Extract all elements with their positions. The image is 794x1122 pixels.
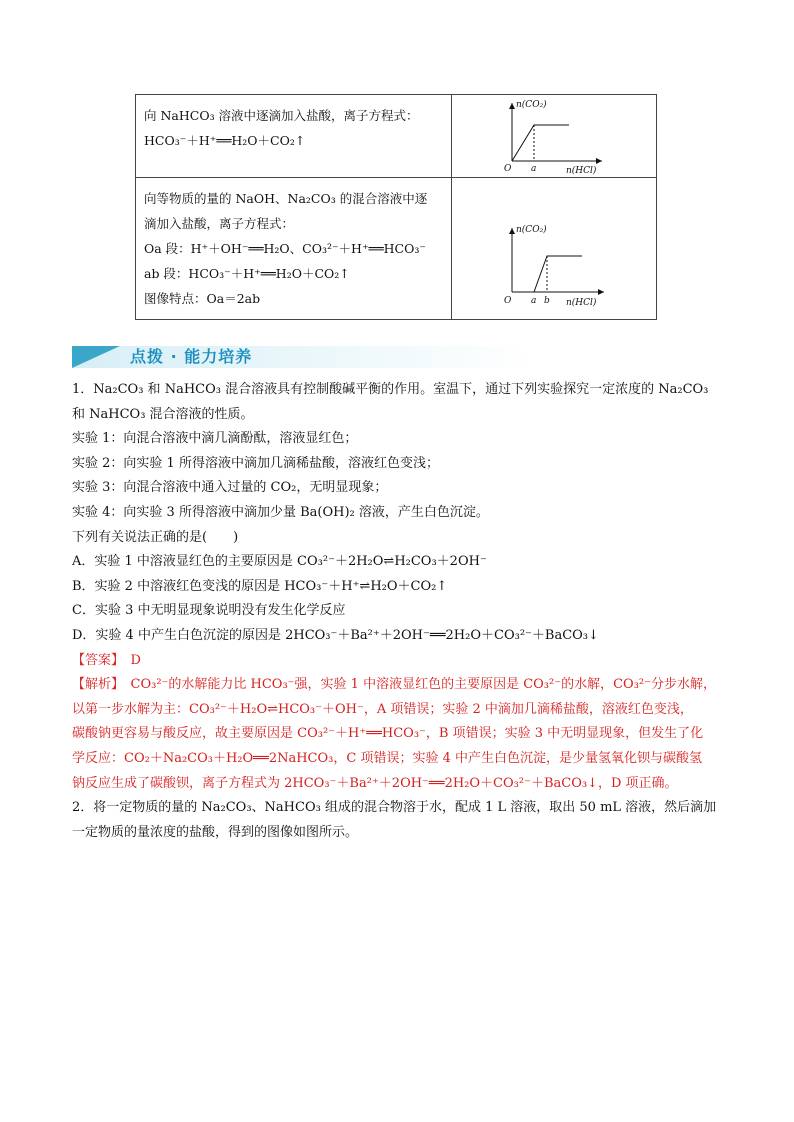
question-2-line: 一定物质的量浓度的盐酸，得到的图像如图所示。: [72, 824, 359, 840]
origin-label: O: [504, 164, 512, 174]
experiment-3: 实验 3：向混合溶液中通入过量的 CO₂，无明显现象；: [72, 480, 388, 496]
experiment-2: 实验 2：向实验 1 所得溶液中滴加几滴稀盐酸，溶液红色变浅；: [72, 455, 439, 471]
analysis-line: 钠反应生成了碳酸钡，离子方程式为 2HCO₃⁻＋Ba²⁺＋2OH⁻══2H₂O＋CO₃²⁻＋BaCO₃↓，D 项正确。: [72, 775, 678, 791]
table-cell-graph: [452, 95, 657, 178]
question-2-line: 2．将一定物质的量的 Na₂CO₃、NaHCO₃ 组成的混合物溶于水，配成 1 L 溶液，取出 50 mL 溶液，然后滴加: [72, 800, 717, 816]
y-axis-label: n(CO₂): [516, 225, 547, 235]
table-row: [136, 95, 657, 178]
question-body: [72, 378, 724, 845]
analysis-line: 碳酸钠更容易与酸反应，故主要原因是 CO₃²⁻＋H⁺══HCO₃⁻，B 项错误；实验 3 中无明显现象，但发生了化: [72, 726, 704, 742]
y-axis-label: n(CO₂): [516, 100, 547, 110]
experiment-4: 实验 4：向实验 3 所得溶液中滴加少量 Ba(OH)₂ 溶液，产生白色沉淀。: [72, 504, 489, 520]
answer-line: 【答案】 D: [72, 652, 141, 668]
y-axis-arrow: [509, 228, 515, 234]
table-cell-graph: [452, 178, 657, 320]
reaction-table: [135, 94, 657, 320]
table-row: [136, 178, 657, 320]
origin-label: O: [504, 296, 512, 306]
x-axis-label: n(HCl): [566, 166, 597, 175]
table-text-line: 向等物质的量的 NaOH、Na₂CO₃ 的混合溶液中逐: [144, 191, 428, 206]
analysis-line: 以第一步水解为主：CO₃²⁻＋H₂O⇌HCO₃⁻＋OH⁻，A 项错误；实验 2 中滴加几滴稀盐酸，溶液红色变浅，: [72, 701, 693, 717]
section-header: [72, 342, 612, 368]
section-title: 点拨 · 能力培养: [130, 347, 253, 366]
table-text-line: 滴加入盐酸，离子方程式：: [144, 216, 295, 231]
question-1-intro: 1．Na₂CO₃ 和 NaHCO₃ 混合溶液具有控制酸碱平衡的作用。室温下，通过下列实验探究一定浓度的 Na₂CO₃: [72, 382, 709, 397]
co2-graph-2: [454, 178, 654, 312]
experiment-1: 实验 1：向混合溶液中滴几滴酚酞，溶液显红色；: [72, 431, 358, 447]
question-prompt: 下列有关说法正确的是( ): [72, 529, 239, 545]
mark-a-label: a: [531, 164, 537, 174]
co2-curve: [512, 125, 569, 161]
section-accent: [72, 346, 120, 368]
table-cell-text: [136, 178, 452, 320]
table-text-line: 图像特点：Oa＝2ab: [144, 291, 261, 306]
option-c: C．实验 3 中无明显现象说明没有发生化学反应: [72, 603, 346, 619]
y-axis-arrow: [509, 103, 515, 109]
option-a: A．实验 1 中溶液显红色的主要原因是 CO₃²⁻＋2H₂O⇌H₂CO₃＋2OH⁻: [72, 554, 487, 570]
mark-b-label: b: [544, 296, 550, 306]
x-axis-arrow: [596, 158, 602, 164]
analysis-line: 【解析】 CO₃²⁻的水解能力比 HCO₃⁻强，实验 1 中溶液显红色的主要原因是 CO₃²⁻的水解，CO₃²⁻分步水解，: [72, 677, 716, 693]
question-1-intro: 和 NaHCO₃ 混合溶液的性质。: [72, 406, 254, 422]
table-text-line: HCO₃⁻＋H⁺══H₂O＋CO₂↑: [144, 133, 306, 148]
table-text-line: Oa 段：H⁺＋OH⁻══H₂O、CO₃²⁻＋H⁺══HCO₃⁻: [144, 241, 426, 256]
x-axis-label: n(HCl): [566, 298, 597, 308]
table-text-line: ab 段：HCO₃⁻＋H⁺══H₂O＋CO₂↑: [144, 266, 350, 281]
option-d: D．实验 4 中产生白色沉淀的原因是 2HCO₃⁻＋Ba²⁺＋2OH⁻══2H₂O＋CO₃²⁻＋BaCO₃↓: [72, 627, 599, 643]
co2-graph-1: [454, 95, 654, 175]
analysis-line: 学反应：CO₂＋Na₂CO₃＋H₂O══2NaHCO₃，C 项错误；实验 4 中产生白色沉淀，是少量氢氧化钡与碳酸氢: [72, 750, 702, 766]
mark-a-label: a: [531, 296, 537, 306]
table-cell-text: [136, 95, 452, 178]
option-b: B．实验 2 中溶液红色变浅的原因是 HCO₃⁻＋H⁺⇌H₂O＋CO₂↑: [72, 578, 448, 594]
table-text-line: 向 NaHCO₃ 溶液中逐滴加入盐酸，离子方程式：: [144, 108, 419, 123]
x-axis-arrow: [598, 289, 604, 295]
